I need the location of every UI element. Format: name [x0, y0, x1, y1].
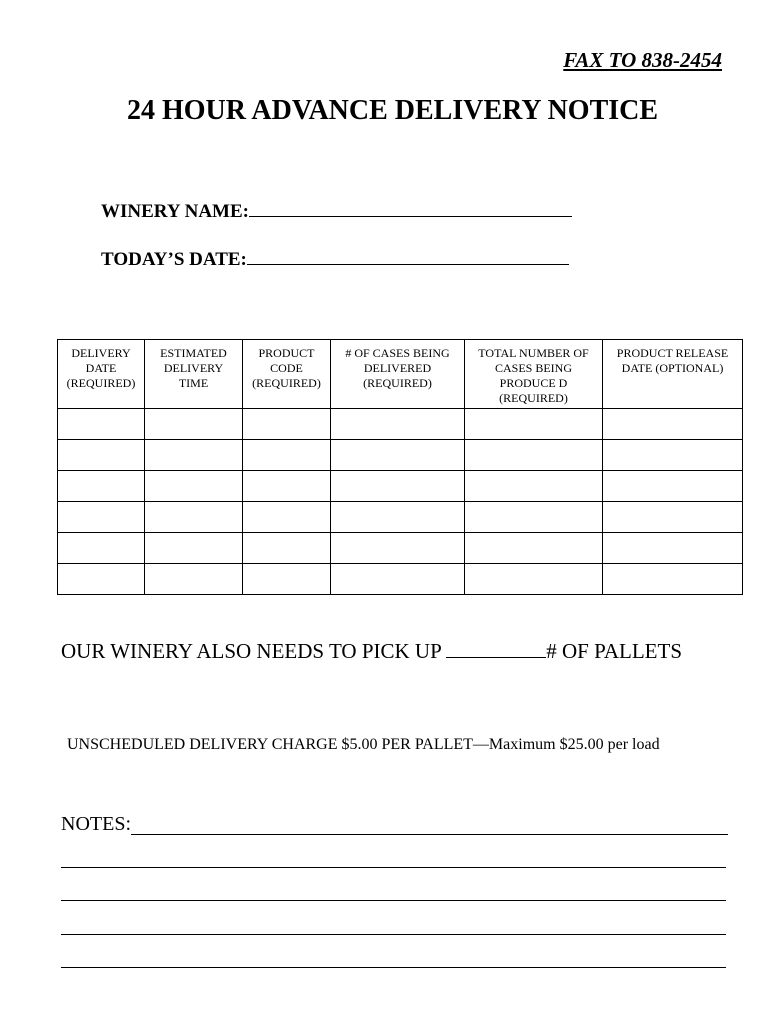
notes-line[interactable] [61, 934, 726, 935]
table-cell[interactable] [58, 564, 145, 595]
column-header: PRODUCT RELEASE DATE (OPTIONAL) [603, 340, 743, 409]
delivery-table [57, 339, 743, 595]
table-cell[interactable] [145, 440, 243, 471]
table-row [58, 409, 743, 440]
todays-date-label: TODAY’S DATE: [101, 249, 247, 270]
table-row [58, 471, 743, 502]
table-cell[interactable] [145, 533, 243, 564]
column-header: TOTAL NUMBER OF CASES BEING PRODUCE D (REQUIRED) [465, 340, 603, 409]
column-header: ESTIMATED DELIVERY TIME [145, 340, 243, 409]
notes-line[interactable] [131, 834, 728, 835]
table-cell[interactable] [58, 440, 145, 471]
table-cell[interactable] [603, 471, 743, 502]
table-row [58, 533, 743, 564]
table-cell[interactable] [243, 471, 331, 502]
notes-line[interactable] [61, 900, 726, 901]
table-cell[interactable] [603, 533, 743, 564]
table-body [58, 409, 743, 595]
pallet-count-input-line[interactable] [446, 638, 546, 658]
table-cell[interactable] [243, 440, 331, 471]
winery-name-label: WINERY NAME: [101, 201, 249, 222]
column-header: PRODUCT CODE (REQUIRED) [243, 340, 331, 409]
table-cell[interactable] [58, 409, 145, 440]
table-cell[interactable] [331, 502, 465, 533]
table-cell[interactable] [243, 502, 331, 533]
todays-date-field [101, 246, 569, 271]
table-row [58, 502, 743, 533]
table-row [58, 440, 743, 471]
todays-date-input-line[interactable] [247, 246, 569, 265]
notes-line[interactable] [61, 967, 726, 968]
table-cell[interactable] [145, 409, 243, 440]
table-cell[interactable] [331, 409, 465, 440]
table-row [58, 564, 743, 595]
notes-label: NOTES: [61, 813, 131, 835]
table-cell[interactable] [58, 471, 145, 502]
table-cell[interactable] [603, 502, 743, 533]
table-cell[interactable] [145, 471, 243, 502]
pickup-line [61, 638, 682, 664]
fax-line: FAX TO 838-2454 [563, 48, 722, 72]
winery-name-field [101, 198, 572, 223]
table-cell[interactable] [331, 471, 465, 502]
table-cell[interactable] [465, 440, 603, 471]
table-cell[interactable] [145, 502, 243, 533]
column-header: DELIVERY DATE (REQUIRED) [58, 340, 145, 409]
table-cell[interactable] [465, 471, 603, 502]
table-cell[interactable] [243, 409, 331, 440]
table-cell[interactable] [58, 533, 145, 564]
pickup-text-before: OUR WINERY ALSO NEEDS TO PICK UP [61, 639, 447, 663]
winery-name-input-line[interactable] [249, 198, 572, 217]
page-title: 24 HOUR ADVANCE DELIVERY NOTICE [126, 95, 659, 126]
table-cell[interactable] [465, 533, 603, 564]
table-cell[interactable] [331, 564, 465, 595]
table-cell[interactable] [465, 564, 603, 595]
table-cell[interactable] [145, 564, 243, 595]
table-header-row [58, 340, 743, 409]
table-cell[interactable] [603, 409, 743, 440]
table-cell[interactable] [465, 502, 603, 533]
notes-line[interactable] [61, 867, 726, 868]
table-cell[interactable] [603, 564, 743, 595]
table-cell[interactable] [58, 502, 145, 533]
pickup-text-after: # OF PALLETS [546, 639, 683, 663]
table-cell[interactable] [603, 440, 743, 471]
table-cell[interactable] [331, 533, 465, 564]
table-cell[interactable] [243, 533, 331, 564]
column-header: # OF CASES BEING DELIVERED (REQUIRED) [331, 340, 465, 409]
table-cell[interactable] [331, 440, 465, 471]
table-cell[interactable] [465, 409, 603, 440]
delivery-charge-note: UNSCHEDULED DELIVERY CHARGE $5.00 PER PALLET—Maximum $25.00 per load [67, 736, 660, 753]
table-cell[interactable] [243, 564, 331, 595]
